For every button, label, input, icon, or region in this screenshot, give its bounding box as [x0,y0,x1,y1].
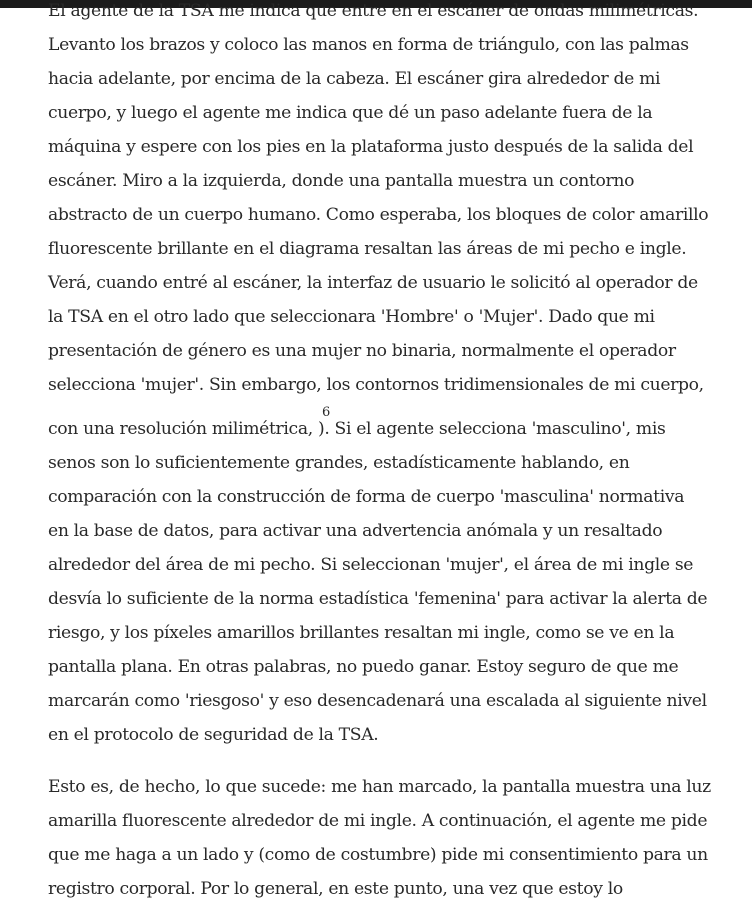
text-line: comparación con la construcción de forma de cuerpo 'masculina' normativa [48,487,685,507]
text-line: escáner. Miro a la izquierda, donde una pantalla muestra un contorno [48,171,635,191]
footnote-line-text: con una resolución milimétrica, ). Si el agente selecciona 'masculino', mis [48,419,666,439]
text-line: en el protocolo de seguridad de la TSA. [48,725,379,745]
paragraph-gap [48,752,728,770]
text-line: alrededor del área de mi pecho. Si seleccionan 'mujer', el área de mi ingle se [48,555,694,575]
text-line: presentación de género es una mujer no binaria, normalmente el operador [48,341,676,361]
text-line: en la base de datos, para activar una advertencia anómala y un resaltado [48,521,663,541]
text-line: hacia adelante, por encima de la cabeza. El escáner gira alrededor de mi [48,69,661,89]
article-body [48,0,728,906]
text-line: El agente de la TSA me indica que entre en el escáner de ondas milimétricas. [48,1,699,21]
text-line: fluorescente brillante en el diagrama resaltan las áreas de mi pecho e ingle. [48,239,687,259]
paragraph-1 [48,0,728,752]
text-line: abstracto de un cuerpo humano. Como esperaba, los bloques de color amarillo [48,205,709,225]
text-line: registro corporal. Por lo general, en este punto, una vez que estoy lo [48,879,623,899]
text-line: cuerpo, y luego el agente me indica que dé un paso adelante fuera de la [48,103,653,123]
text-line: Verá, cuando entré al escáner, la interfaz de usuario le solicitó al operador de [48,273,698,293]
text-line: desvía lo suficiente de la norma estadística 'femenina' para activar la alerta de [48,589,708,609]
text-line: máquina y espere con los pies en la plataforma justo después de la salida del [48,137,694,157]
paragraph-2 [48,770,728,906]
text-line: amarilla fluorescente alrededor de mi ingle. A continuación, el agente me pide [48,811,708,831]
text-line: la TSA en el otro lado que seleccionara 'Hombre' o 'Mujer'. Dado que mi [48,307,655,327]
text-line: senos son lo suficientemente grandes, estadísticamente hablando, en [48,453,630,473]
text-line: Levanto los brazos y coloco las manos en forma de triángulo, con las palmas [48,35,689,55]
text-line: que me haga a un lado y (como de costumbre) pide mi consentimiento para un [48,845,708,865]
text-line: pantalla plana. En otras palabras, no puedo ganar. Estoy seguro de que me [48,657,679,677]
footnote-marker[interactable]: 6 [322,405,330,420]
footnote-line [48,402,728,446]
text-line: marcarán como 'riesgoso' y eso desencadenará una escalada al siguiente nivel [48,691,707,711]
text-line: selecciona 'mujer'. Sin embargo, los contornos tridimensionales de mi cuerpo, [48,375,704,395]
text-line: riesgo, y los píxeles amarillos brillantes resaltan mi ingle, como se ve en la [48,623,675,643]
text-line: Esto es, de hecho, lo que sucede: me han marcado, la pantalla muestra una luz [48,777,711,797]
